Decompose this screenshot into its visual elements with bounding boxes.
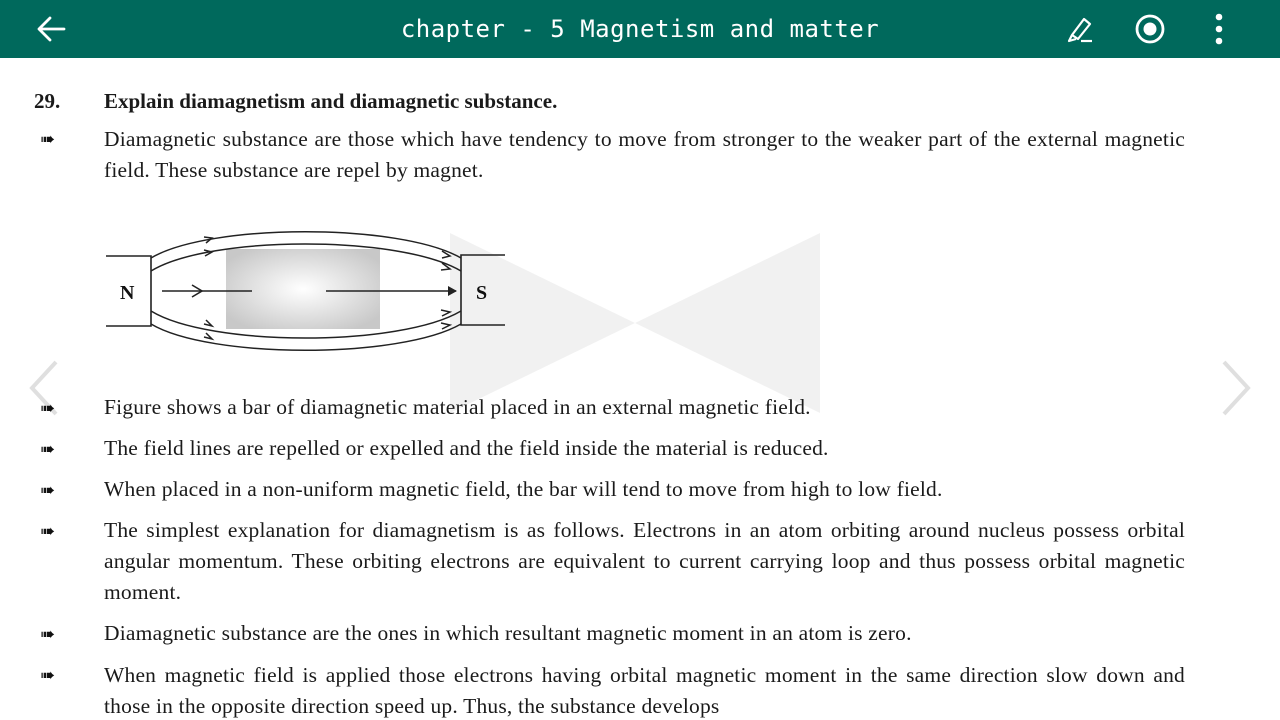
question-title: Explain diamagnetism and diamagnetic substance. xyxy=(104,89,558,113)
paragraph: Figure shows a bar of diamagnetic material placed in an external magnetic field. xyxy=(104,395,811,419)
document-page[interactable] xyxy=(0,58,1280,720)
previous-page-icon[interactable] xyxy=(26,358,62,418)
south-pole-label: S xyxy=(476,282,488,304)
page-title: chapter - 5 Magnetism and matter xyxy=(400,15,880,43)
question-number: 29. xyxy=(34,89,61,113)
bullet-arrow-icon: ➠ xyxy=(40,398,56,418)
record-icon xyxy=(1134,13,1166,45)
bullet-arrow-icon: ➠ xyxy=(40,129,56,149)
bullet-arrow-icon: ➠ xyxy=(40,480,56,500)
bullet-arrow-icon: ➠ xyxy=(40,439,56,459)
paragraph: Diamagnetic substance are those which have tendency to move from stronger to the weaker part of the external magnetic field. These substance are repel by magnet. xyxy=(104,127,1185,182)
more-vertical-icon xyxy=(1214,13,1224,45)
paragraph: The simplest explanation for diamagnetism is as follows. Electrons in an atom orbiting around nucleus possess orbital angular momentum. These orbiting electrons are equivalent to current carrying loop and thus possess orbital magnetic moment. xyxy=(104,518,1185,604)
record-button[interactable] xyxy=(1133,12,1167,46)
diamagnetism-figure xyxy=(100,213,510,363)
north-pole-label: N xyxy=(120,282,135,304)
next-page-icon[interactable] xyxy=(1218,358,1254,418)
paragraph: When magnetic field is applied those electrons having orbital magnetic moment in the same direction slow down and those in the opposite direction speed up. Thus, the substance develops xyxy=(104,663,1185,718)
app-bar xyxy=(0,0,1280,58)
bullet-arrow-icon: ➠ xyxy=(40,665,56,685)
bullet-arrow-icon: ➠ xyxy=(40,624,56,644)
bullet-arrow-icon: ➠ xyxy=(40,521,56,541)
highlighter-icon xyxy=(1065,14,1095,44)
paragraph: When placed in a non-uniform magnetic field, the bar will tend to move from high to low field. xyxy=(104,477,943,501)
highlight-button[interactable] xyxy=(1063,12,1097,46)
more-options-button[interactable] xyxy=(1202,12,1236,46)
paragraph: The field lines are repelled or expelled and the field inside the material is reduced. xyxy=(104,436,829,460)
paragraph: Diamagnetic substance are the ones in which resultant magnetic moment in an atom is zero. xyxy=(104,621,912,645)
